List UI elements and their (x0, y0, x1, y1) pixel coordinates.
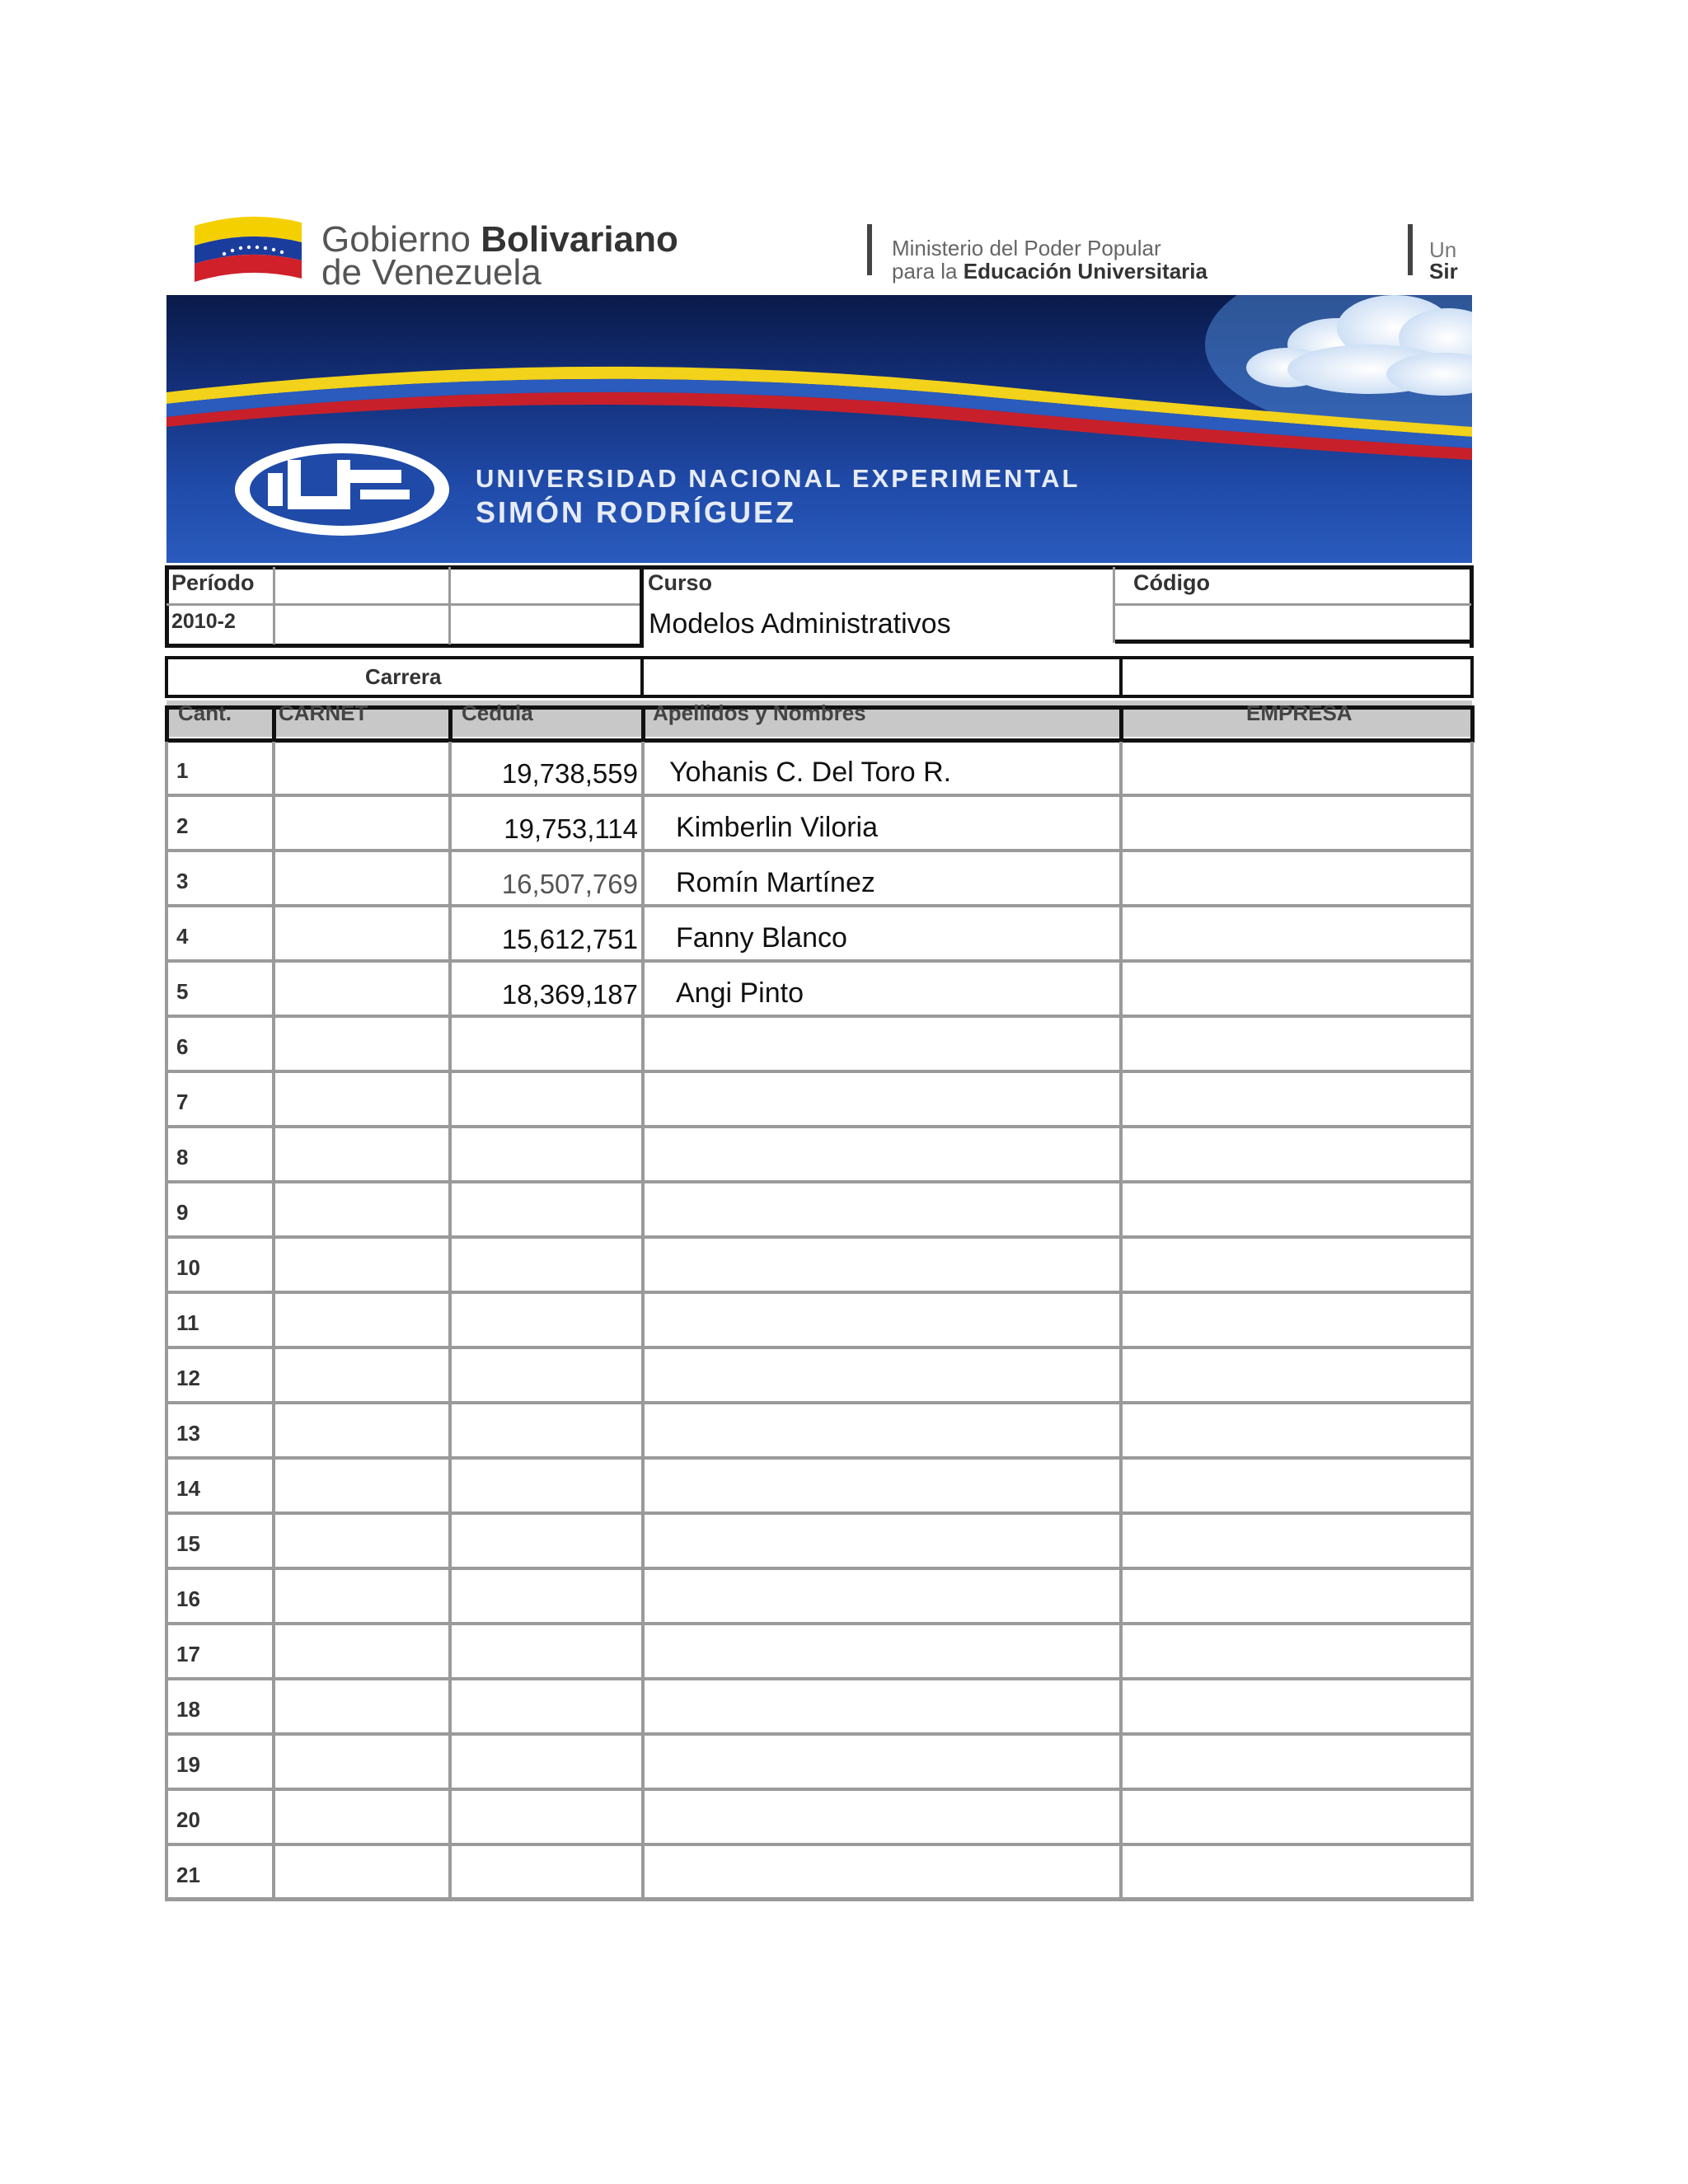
carrera-extra-field[interactable] (1123, 659, 1470, 694)
empresa-cell[interactable] (1124, 1737, 1469, 1788)
carnet-cell[interactable] (277, 1572, 447, 1622)
border-mid-2 (1119, 656, 1123, 698)
column-border (641, 742, 645, 797)
row-number: 12 (176, 1366, 200, 1390)
empresa-cell[interactable] (1124, 1793, 1469, 1843)
column-border (1119, 1128, 1123, 1183)
column-border (448, 1460, 452, 1515)
column-border (641, 852, 645, 907)
carnet-cell[interactable] (277, 1130, 447, 1180)
row-number: 1 (176, 758, 189, 783)
column-border (272, 1294, 275, 1349)
column-border (641, 907, 645, 963)
column-border (272, 1736, 275, 1791)
empresa-cell[interactable] (1124, 854, 1469, 904)
row-number: 5 (176, 979, 189, 1004)
column-border (272, 1460, 275, 1515)
empresa-cell[interactable] (1124, 1075, 1469, 1125)
col-divider (1113, 567, 1115, 643)
empresa-cell[interactable] (1124, 1351, 1469, 1401)
column-border (641, 1294, 645, 1349)
column-border (272, 1128, 275, 1183)
column-border (1470, 1349, 1474, 1404)
column-border (641, 1349, 645, 1404)
empresa-cell[interactable] (1124, 1682, 1469, 1732)
cedula-cell[interactable]: 15,612,751 (501, 924, 638, 954)
column-border (448, 1680, 452, 1736)
column-border (1119, 907, 1123, 963)
column-border (1470, 1736, 1474, 1791)
column-border (1470, 1625, 1474, 1680)
column-border (1119, 1680, 1123, 1736)
cropped-text-2: Sir (1429, 259, 1458, 284)
column-border (1119, 1018, 1123, 1073)
column-border (641, 1680, 645, 1736)
column-border (448, 1570, 452, 1625)
column-border (448, 1791, 452, 1846)
empresa-cell[interactable] (1124, 1461, 1469, 1511)
empresa-cell[interactable] (1124, 1406, 1469, 1456)
column-border (272, 1680, 275, 1736)
column-border (1470, 1073, 1474, 1128)
column-border (1119, 1349, 1123, 1404)
column-header-nombres: Apellidos y Nombres (653, 701, 866, 725)
column-border (641, 1570, 645, 1625)
column-border (448, 1128, 452, 1183)
nombre-cell[interactable]: Kimberlin Viloria (676, 812, 879, 843)
carnet-cell[interactable] (277, 1351, 447, 1401)
row-number: 16 (176, 1586, 200, 1611)
column-border (1119, 1183, 1123, 1239)
carnet-cell[interactable] (277, 1793, 447, 1843)
row-number: 17 (176, 1642, 200, 1666)
nombre-cell[interactable]: Yohanis C. Del Toro R. (669, 757, 952, 788)
row-number: 3 (176, 869, 189, 893)
carrera-label: Carrera (365, 664, 442, 689)
row-number: 2 (176, 813, 189, 838)
column-border (448, 1349, 452, 1404)
row-number: 9 (176, 1200, 189, 1225)
carnet-cell[interactable] (277, 799, 447, 849)
row-number: 18 (176, 1697, 200, 1722)
column-border (641, 1846, 645, 1901)
column-border (1119, 1570, 1123, 1625)
row-number: 4 (176, 924, 189, 949)
government-subtitle: de Venezuela (321, 252, 542, 293)
column-border (272, 907, 275, 963)
border-top (165, 565, 1474, 569)
codigo-field[interactable] (1118, 608, 1470, 640)
column-border (1470, 1404, 1474, 1460)
column-border (448, 1404, 452, 1460)
cedula-cell[interactable]: 18,369,187 (501, 979, 638, 1010)
column-border (1119, 852, 1123, 907)
column-border (1119, 1736, 1123, 1791)
column-border (1119, 1515, 1123, 1570)
empresa-cell[interactable] (1124, 1019, 1469, 1070)
periodo-label: Período (171, 570, 255, 595)
empresa-cell[interactable] (1124, 1240, 1469, 1291)
empresa-cell[interactable] (1124, 909, 1469, 959)
column-header-cedula: Cedula (462, 701, 533, 725)
empresa-cell[interactable] (1124, 1130, 1469, 1180)
column-border (165, 1680, 168, 1736)
cedula-cell[interactable]: 19,738,559 (501, 758, 638, 789)
carnet-cell[interactable] (277, 909, 447, 959)
header-divider (867, 224, 872, 275)
ministry-line-2-bold: Educación Universitaria (963, 259, 1207, 284)
header-column-border (1470, 705, 1475, 743)
column-border (1470, 1460, 1474, 1515)
nombre-cell[interactable]: Angi Pinto (676, 977, 804, 1009)
university-banner (166, 295, 1472, 563)
university-name-line-1: UNIVERSIDAD NACIONAL EXPERIMENTAL (476, 464, 1081, 493)
column-border (1470, 1570, 1474, 1625)
column-border (165, 797, 168, 852)
carnet-cell[interactable] (277, 1296, 447, 1346)
column-border (1470, 1239, 1474, 1294)
column-border (1119, 1073, 1123, 1128)
carnet-cell[interactable] (277, 1627, 447, 1677)
column-header-empresa: EMPRESA (1246, 701, 1353, 725)
column-border (1470, 907, 1474, 963)
column-border (272, 1570, 275, 1625)
column-border (1119, 1294, 1123, 1349)
carnet-cell[interactable] (277, 1185, 447, 1235)
row-number: 20 (176, 1807, 200, 1832)
column-border (165, 742, 168, 797)
carnet-cell[interactable] (277, 1848, 447, 1898)
venezuela-flag-icon (191, 214, 305, 282)
column-border (448, 1515, 452, 1570)
column-border (1470, 1018, 1474, 1073)
empresa-cell[interactable] (1124, 1296, 1469, 1346)
column-border (165, 1018, 168, 1073)
banner-art (166, 295, 1472, 563)
empresa-cell[interactable] (1124, 799, 1469, 849)
column-border (1119, 1404, 1123, 1460)
column-border (272, 1349, 275, 1404)
carnet-cell[interactable] (277, 1240, 447, 1291)
border-right (1470, 656, 1474, 698)
column-border (272, 1846, 275, 1901)
row-number: 21 (176, 1863, 200, 1887)
carnet-cell[interactable] (277, 1682, 447, 1732)
column-border (641, 1239, 645, 1294)
column-border (1470, 1183, 1474, 1239)
border-bottom (165, 695, 1474, 698)
codigo-label: Código (1133, 570, 1210, 595)
column-border (165, 1128, 168, 1183)
government-header (166, 204, 1472, 295)
row-number: 15 (176, 1531, 200, 1556)
border-mid (640, 565, 644, 648)
empresa-cell[interactable] (1124, 964, 1469, 1015)
empresa-cell[interactable] (1124, 1627, 1469, 1677)
column-border (1470, 742, 1474, 797)
carnet-cell[interactable] (277, 1516, 447, 1567)
column-border (272, 742, 275, 797)
carnet-cell[interactable] (277, 964, 447, 1015)
column-border (1119, 797, 1123, 852)
row-number: 8 (176, 1145, 189, 1169)
border-bottom-right (1115, 640, 1474, 644)
carrera-field[interactable] (645, 659, 1118, 694)
column-header-carnet: CARNET (279, 701, 368, 725)
column-border (641, 1404, 645, 1460)
carnet-cell[interactable] (277, 1019, 447, 1070)
column-border (272, 1239, 275, 1294)
column-border (1119, 1625, 1123, 1680)
column-border (1119, 1460, 1123, 1515)
border-left (165, 656, 168, 698)
column-border (272, 1018, 275, 1073)
column-border (1470, 852, 1474, 907)
university-name-line-2: SIMÓN RODRÍGUEZ (476, 495, 797, 529)
column-border (165, 1791, 168, 1846)
column-border (641, 1736, 645, 1791)
column-border (641, 1018, 645, 1073)
carnet-cell[interactable] (277, 743, 447, 794)
column-border (448, 1294, 452, 1349)
row-divider (166, 603, 640, 606)
empresa-cell[interactable] (1124, 1848, 1469, 1898)
column-border (641, 1515, 645, 1570)
column-border (165, 1736, 168, 1791)
header-divider-2 (1408, 224, 1413, 275)
column-border (165, 1846, 168, 1901)
column-border (272, 1404, 275, 1460)
column-border (641, 1791, 645, 1846)
row-number: 19 (176, 1752, 200, 1777)
column-border (1470, 1680, 1474, 1736)
row-number: 14 (176, 1476, 200, 1501)
carnet-cell[interactable] (277, 1461, 447, 1511)
column-border (165, 1515, 168, 1570)
column-border (272, 852, 275, 907)
header-column-border (272, 705, 276, 743)
empresa-cell[interactable] (1124, 1185, 1469, 1235)
ministry-line-2 (892, 259, 1207, 284)
row-number: 6 (176, 1034, 189, 1059)
column-border (165, 1625, 168, 1680)
column-border (272, 1515, 275, 1570)
column-border (272, 1625, 275, 1680)
column-border (1470, 963, 1474, 1018)
table-border-bottom (165, 1897, 1474, 1901)
column-border (1470, 1791, 1474, 1846)
column-border (448, 1625, 452, 1680)
header-column-border (641, 705, 645, 743)
column-border (641, 1128, 645, 1183)
column-border (1470, 1846, 1474, 1901)
column-border (165, 1460, 168, 1515)
column-border (165, 1073, 168, 1128)
column-border (165, 852, 168, 907)
column-border (641, 1183, 645, 1239)
carnet-cell[interactable] (277, 1737, 447, 1788)
column-border (448, 1183, 452, 1239)
column-border (1119, 1846, 1123, 1901)
empresa-cell[interactable] (1124, 1572, 1469, 1622)
column-border (165, 1239, 168, 1294)
col-divider (273, 567, 275, 644)
column-border (165, 1294, 168, 1349)
border-left (165, 565, 169, 648)
column-border (448, 1736, 452, 1791)
empresa-cell[interactable] (1124, 743, 1469, 794)
column-border (641, 963, 645, 1018)
header-column-border (448, 705, 452, 743)
carnet-cell[interactable] (277, 1075, 447, 1125)
column-border (1470, 1128, 1474, 1183)
column-border (1119, 742, 1123, 797)
row-number: 13 (176, 1421, 200, 1446)
header-column-border (1119, 705, 1123, 743)
column-border (272, 1183, 275, 1239)
column-border (448, 1073, 452, 1128)
cropped-text-1: Un (1429, 237, 1457, 262)
border-mid (640, 656, 644, 698)
column-border (1119, 1791, 1123, 1846)
column-border (165, 1183, 168, 1239)
university-logo-icon (235, 443, 449, 536)
column-border (641, 1460, 645, 1515)
curso-value[interactable]: Modelos Administrativos (649, 608, 951, 640)
periodo-value[interactable]: 2010-2 (171, 610, 236, 633)
column-border (272, 963, 275, 1018)
column-border (448, 1018, 452, 1073)
column-border (1470, 1515, 1474, 1570)
carnet-cell[interactable] (277, 854, 447, 904)
column-border (1470, 1294, 1474, 1349)
column-border (1470, 797, 1474, 852)
nombre-cell[interactable]: Fanny Blanco (676, 922, 847, 954)
government-word-1: Gobierno (321, 219, 471, 260)
column-border (272, 797, 275, 852)
column-border (641, 1625, 645, 1680)
ministry-line-2-prefix: para la (892, 259, 958, 284)
row-divider (1115, 603, 1471, 606)
column-border (272, 1073, 275, 1128)
column-border (165, 907, 168, 963)
empresa-cell[interactable] (1124, 1516, 1469, 1567)
column-border (165, 963, 168, 1018)
nombre-cell[interactable]: Romín Martínez (676, 867, 875, 898)
column-border (165, 1570, 168, 1625)
carnet-cell[interactable] (277, 1406, 447, 1456)
row-number: 7 (176, 1090, 189, 1114)
cedula-cell[interactable]: 19,753,114 (504, 813, 638, 844)
border-bottom-left (165, 644, 644, 648)
column-border (1119, 963, 1123, 1018)
government-word-2: Bolivariano (481, 219, 678, 260)
column-border (165, 1404, 168, 1460)
header-column-border (165, 705, 169, 743)
ministry-line-1: Ministerio del Poder Popular (892, 236, 1161, 260)
column-border (1119, 1239, 1123, 1294)
column-border (448, 1239, 452, 1294)
col-divider (448, 567, 451, 644)
column-border (641, 1073, 645, 1128)
row-number: 11 (176, 1310, 199, 1335)
column-border (272, 1791, 275, 1846)
row-number: 10 (176, 1255, 200, 1280)
column-header-cant: Cant. (178, 701, 232, 725)
column-border (448, 1846, 452, 1901)
cedula-cell[interactable]: 16,507,769 (501, 869, 638, 899)
column-border (165, 1349, 168, 1404)
column-border (641, 797, 645, 852)
curso-label: Curso (648, 570, 713, 595)
